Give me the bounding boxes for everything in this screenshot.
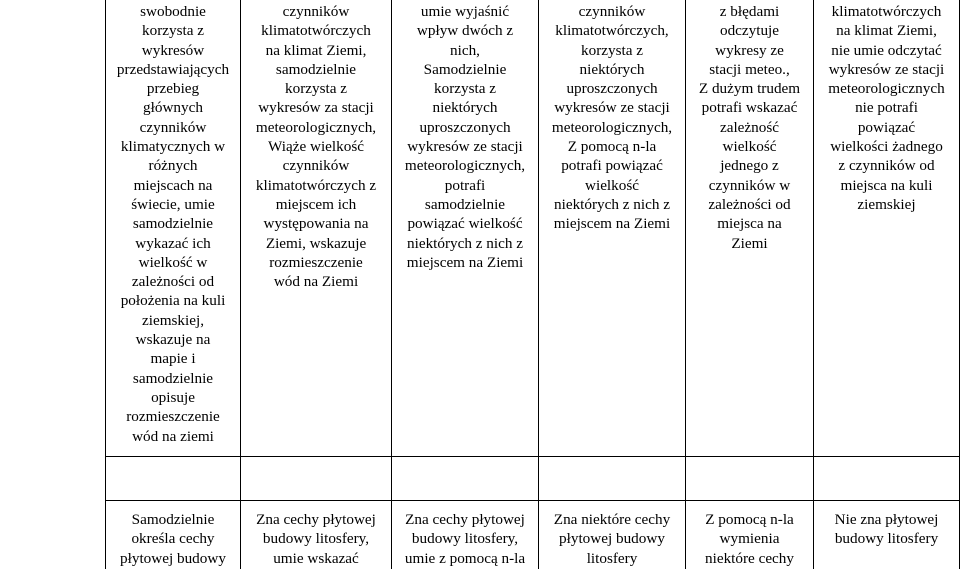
table-cell: Samodzielnie określa cechy płytowej budowy	[120, 511, 226, 567]
table-cell: swobodnie korzysta z wykresów przedstawiających przebieg głównych czynników klimatycznych w różnych miejscach na świecie, umie samodzielnie wykazać ich wielkość w zależności od położenia na kuli ziemskiej, wskazuje na mapie i samodzielnie opisuje rozmieszczenie wód na ziemi	[116, 3, 230, 445]
table-cell: umie wyjaśnić wpływ dwóch z nich, Samodzielnie korzysta z niektórych uproszczonych wykresów ze stacji meteorologicznych, potrafi samodzielnie powiązać wielkość niektórych z nich z miejscem na Ziemi	[404, 3, 526, 271]
row-border	[105, 500, 960, 501]
row-border	[105, 456, 960, 457]
table-cell: klimatotwórczych na klimat Ziemi, nie umie odczytać wykresów ze stacji meteorologicznych nie potrafi powiązać wielkości żadnego z czynników od miejsca na kuli ziemskiej	[828, 3, 945, 213]
table-cell: Nie zna płytowej budowy litosfery	[834, 511, 939, 548]
table-cell: Zna cechy płytowej budowy litosfery, umie z pomocą n-la	[404, 511, 526, 567]
table-cell: Zna cechy płytowej budowy litosfery, umie wskazać	[256, 511, 376, 567]
table-cell: czynników klimatotwórczych na klimat Ziemi, samodzielnie korzysta z wykresów za stacji meteorologicznych, Wiąże wielkość czynników klimatotwórczych z miejscem ich występowania na Ziemi, wskazuje rozmieszczenie wód na Ziemi	[255, 3, 377, 291]
table-cell: Zna niektóre cechy płytowej budowy litosfery	[553, 511, 671, 567]
table-cell: Z pomocą n-la wymienia niektóre cechy	[705, 511, 794, 567]
table-cell: z błędami odczytuje wykresy ze stacji meteo., Z dużym trudem potrafi wskazać zależność wielkość jednego z czynników w zależności od miejsca na Ziemi	[698, 3, 801, 252]
table-cell: czynników klimatotwórczych, korzysta z niektórych uproszczonych wykresów ze stacji meteorologicznych, Z pomocą n-la potrafi powiązać wielkość niektórych z nich z miejscem na Ziemi	[551, 3, 673, 233]
